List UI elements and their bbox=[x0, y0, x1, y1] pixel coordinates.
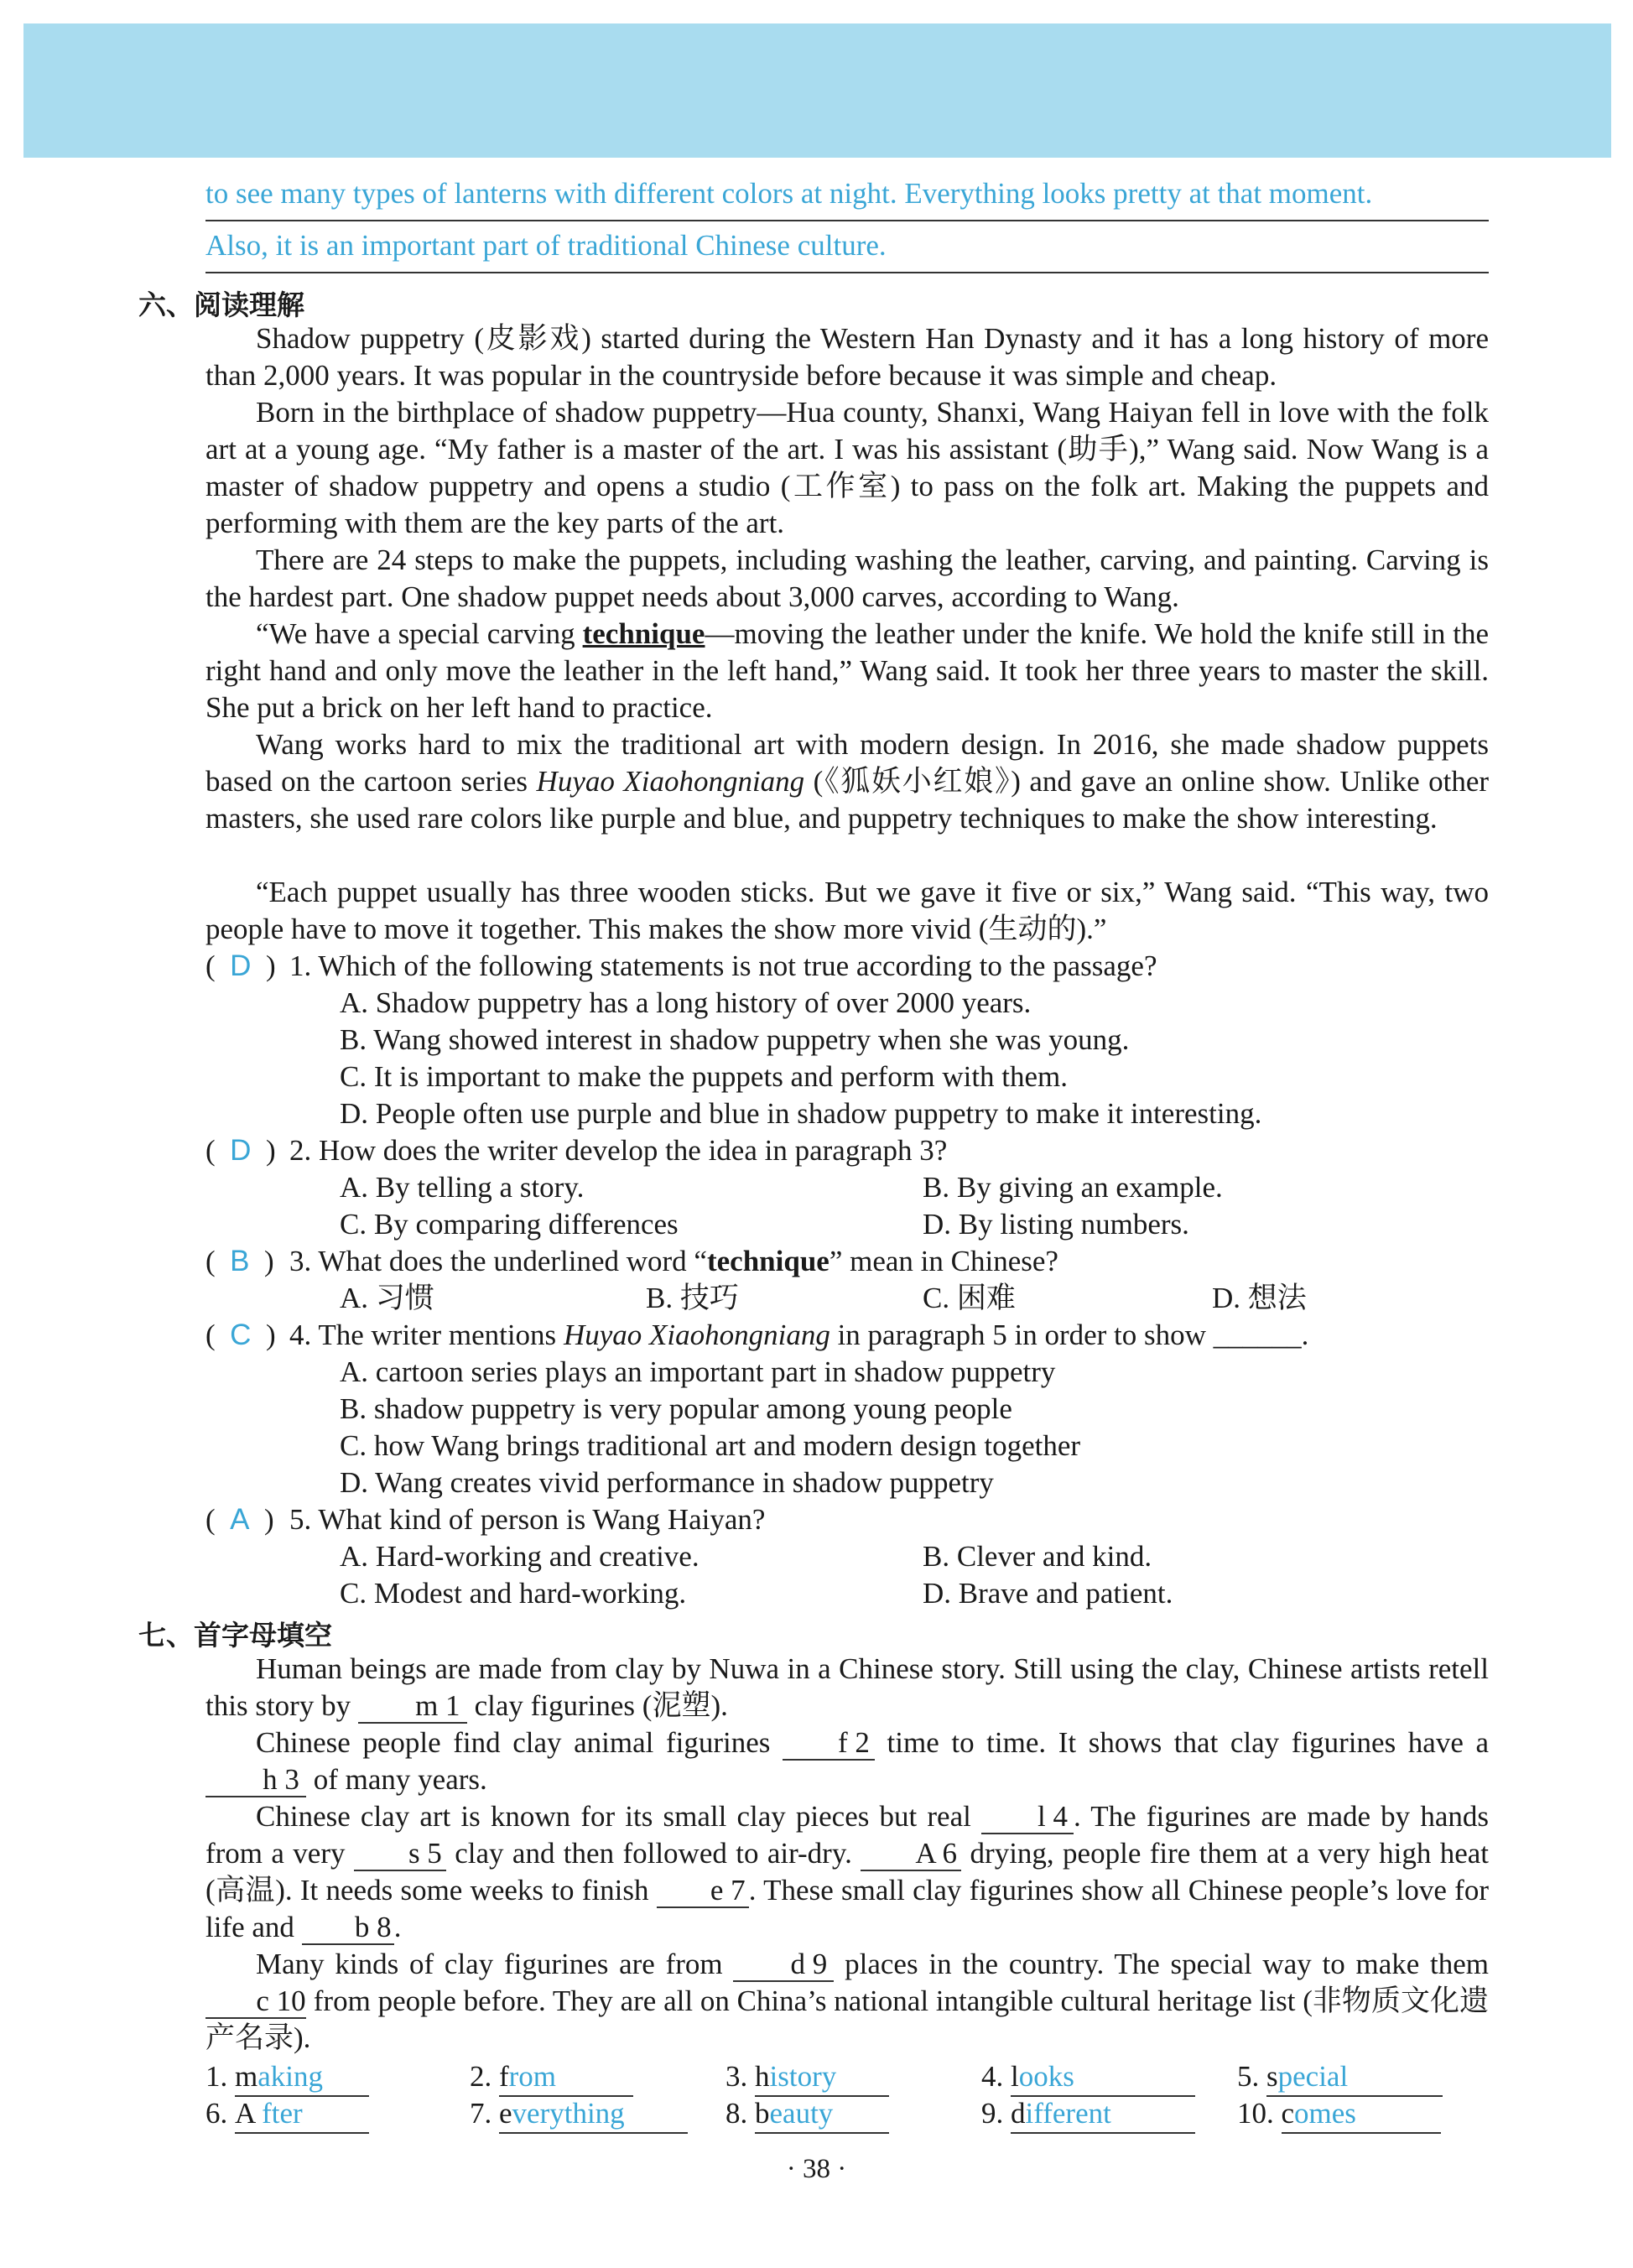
q1-option-a: A. Shadow puppetry has a long history of over 2000 years. bbox=[340, 986, 1032, 1019]
underlined-word: technique bbox=[582, 617, 705, 650]
q4-option-d: D. Wang creates vivid performance in shadow puppetry bbox=[340, 1466, 994, 1499]
answer-1: 1. making bbox=[205, 2058, 369, 2097]
q5-option-a: A. Hard-working and creative. bbox=[340, 1540, 699, 1573]
blank-6[interactable]: A 6 bbox=[861, 1838, 961, 1871]
passage-paragraph-3: There are 24 steps to make the puppets, including washing the leather, carving, and painting. Carving is the hardest part. One shadow puppet needs about 3,000 carves, according to Wang. bbox=[205, 544, 1489, 613]
answer-10: 10. comes bbox=[1237, 2095, 1441, 2134]
cloze-paragraph-3: Chinese clay art is known for its small clay pieces but real l 4. The figurines are made by hands from a very s 5 clay and then followed to air-dry. A 6 drying, people fire them at a very high heat (高温). It needs some weeks to finish e 7. These small clay figurines show all Chinese people’s love for life and b 8. bbox=[205, 1800, 1489, 1943]
q2-option-c: C. By comparing differences bbox=[340, 1208, 679, 1241]
q3-option-d: D. 想法 bbox=[1212, 1282, 1307, 1314]
blank-1[interactable]: m 1 bbox=[358, 1690, 467, 1724]
q2-option-b: B. By giving an example. bbox=[923, 1171, 1223, 1204]
answer-5: 5. special bbox=[1237, 2058, 1443, 2097]
blank-2[interactable]: f 2 bbox=[783, 1727, 875, 1761]
passage-paragraph-1: Shadow puppetry (皮影戏) started during the Western Han Dynasty and it has a long history of more than 2,000 years. It was popular in the countryside before because it was simple and cheap. bbox=[205, 322, 1489, 392]
q4-option-c: C. how Wang brings traditional art and modern design together bbox=[340, 1429, 1081, 1462]
answer-paren: ( C ) bbox=[205, 1319, 276, 1351]
q3-option-a: A. 习惯 bbox=[340, 1282, 434, 1314]
blank-7[interactable]: e 7 bbox=[657, 1875, 749, 1908]
answer-paren: ( A ) bbox=[205, 1503, 274, 1536]
question-3: ( B ) 3. What does the underlined word “technique” mean in Chinese? bbox=[205, 1243, 1058, 1280]
answer-8: 8. beauty bbox=[725, 2095, 889, 2134]
q2-option-d: D. By listing numbers. bbox=[923, 1208, 1189, 1241]
blank-4[interactable]: l 4 bbox=[981, 1801, 1074, 1834]
question-2: ( D ) 2. How does the writer develop the idea in paragraph 3? bbox=[205, 1132, 947, 1169]
question-1: ( D ) 1. Which of the following statements is not true according to the passage? bbox=[205, 948, 1157, 985]
answer-paren: ( D ) bbox=[205, 1134, 276, 1167]
passage-paragraph-6: “Each puppet usually has three wooden sticks. But we gave it five or six,” Wang said. “This way, two people have to move it together. This makes the show more vivid (生动的).” bbox=[205, 876, 1489, 945]
answer-7: 7. everything bbox=[470, 2095, 688, 2134]
cloze-paragraph-4: Many kinds of clay figurines are from d 9 places in the country. The special way to make them c 10 from people before. They are all on China’s national intangible cultural heritage list (非物质文化遗产名录). bbox=[205, 1948, 1489, 2054]
q5-option-d: D. Brave and patient. bbox=[923, 1577, 1173, 1610]
q2-option-a: A. By telling a story. bbox=[340, 1171, 585, 1204]
header-band bbox=[23, 23, 1611, 158]
question-5: ( A ) 5. What kind of person is Wang Haiyan? bbox=[205, 1501, 765, 1538]
q5-option-c: C. Modest and hard-working. bbox=[340, 1577, 687, 1610]
cloze-paragraph-1: Human beings are made from clay by Nuwa in a Chinese story. Still using the clay, Chinese artists retell this story by m 1 clay figurines (泥塑). bbox=[205, 1652, 1489, 1722]
q4-option-a: A. cartoon series plays an important part in shadow puppetry bbox=[340, 1355, 1056, 1388]
answer-4: 4. looks bbox=[981, 2058, 1195, 2097]
passage-paragraph-2: Born in the birthplace of shadow puppetry—Hua county, Shanxi, Wang Haiyan fell in love with the folk art at a young age. “My father is a master of the art. I was his assistant (助手),” Wang said. Now Wang is a master of shadow puppetry and opens a studio (工作室) to pass on the folk art. Making the puppets and performing with them are the key parts of the art. bbox=[205, 396, 1489, 539]
blank-10[interactable]: c 10 bbox=[205, 1985, 306, 2019]
section-6-title: 六、阅读理解 bbox=[138, 289, 304, 321]
q1-option-b: B. Wang showed interest in shadow puppetry when she was young. bbox=[340, 1023, 1130, 1056]
section-7-title: 七、首字母填空 bbox=[138, 1619, 332, 1652]
prev-answer-line-1: to see many types of lanterns with different colors at night. Everything looks pretty at that moment. bbox=[205, 168, 1489, 221]
cloze-paragraph-2: Chinese people find clay animal figurines f 2 time to time. It shows that clay figurines have a h 3 of many years. bbox=[205, 1724, 1489, 1798]
q4-option-b: B. shadow puppetry is very popular among young people bbox=[340, 1392, 1012, 1425]
q5-option-b: B. Clever and kind. bbox=[923, 1540, 1152, 1573]
answer-3: 3. history bbox=[725, 2058, 889, 2097]
passage-paragraph-5: Wang works hard to mix the traditional art with modern design. In 2016, she made shadow puppets based on the cartoon series Huyao Xiaohongniang (《狐妖小红娘》) and gave an online show. Unlike other masters, she used rare colors like purple and blue, and puppetry techniques to make the show interesting. bbox=[205, 728, 1490, 835]
page-number: · 38 · bbox=[786, 2154, 847, 2184]
blank-5[interactable]: s 5 bbox=[354, 1838, 446, 1871]
blank-8[interactable]: b 8 bbox=[302, 1912, 394, 1945]
answer-2: 2. from bbox=[470, 2058, 633, 2097]
prev-answer-line-2: Also, it is an important part of traditional Chinese culture. bbox=[205, 220, 1489, 273]
blank-3[interactable]: h 3 bbox=[205, 1764, 306, 1797]
passage-paragraph-4: “We have a special carving technique—moving the leather under the knife. We hold the knife still in the right hand and only move the leather in the left hand,” Wang said. It took her three years to master the skill. She put a brick on her left hand to practice. bbox=[205, 617, 1490, 724]
q1-option-c: C. It is important to make the puppets and perform with them. bbox=[340, 1060, 1069, 1093]
answer-9: 9. different bbox=[981, 2095, 1195, 2134]
question-4: ( C ) 4. The writer mentions Huyao Xiaohongniang in paragraph 5 in order to show ______. bbox=[205, 1317, 1308, 1354]
answer-6: 6. A fter bbox=[205, 2095, 369, 2134]
q3-option-b: B. 技巧 bbox=[646, 1282, 739, 1314]
answer-paren: ( D ) bbox=[205, 949, 276, 982]
answer-paren: ( B ) bbox=[205, 1245, 274, 1277]
q3-option-c: C. 困难 bbox=[923, 1282, 1016, 1314]
q1-option-d: D. People often use purple and blue in shadow puppetry to make it interesting. bbox=[340, 1097, 1262, 1130]
blank-9[interactable]: d 9 bbox=[733, 1948, 834, 1982]
